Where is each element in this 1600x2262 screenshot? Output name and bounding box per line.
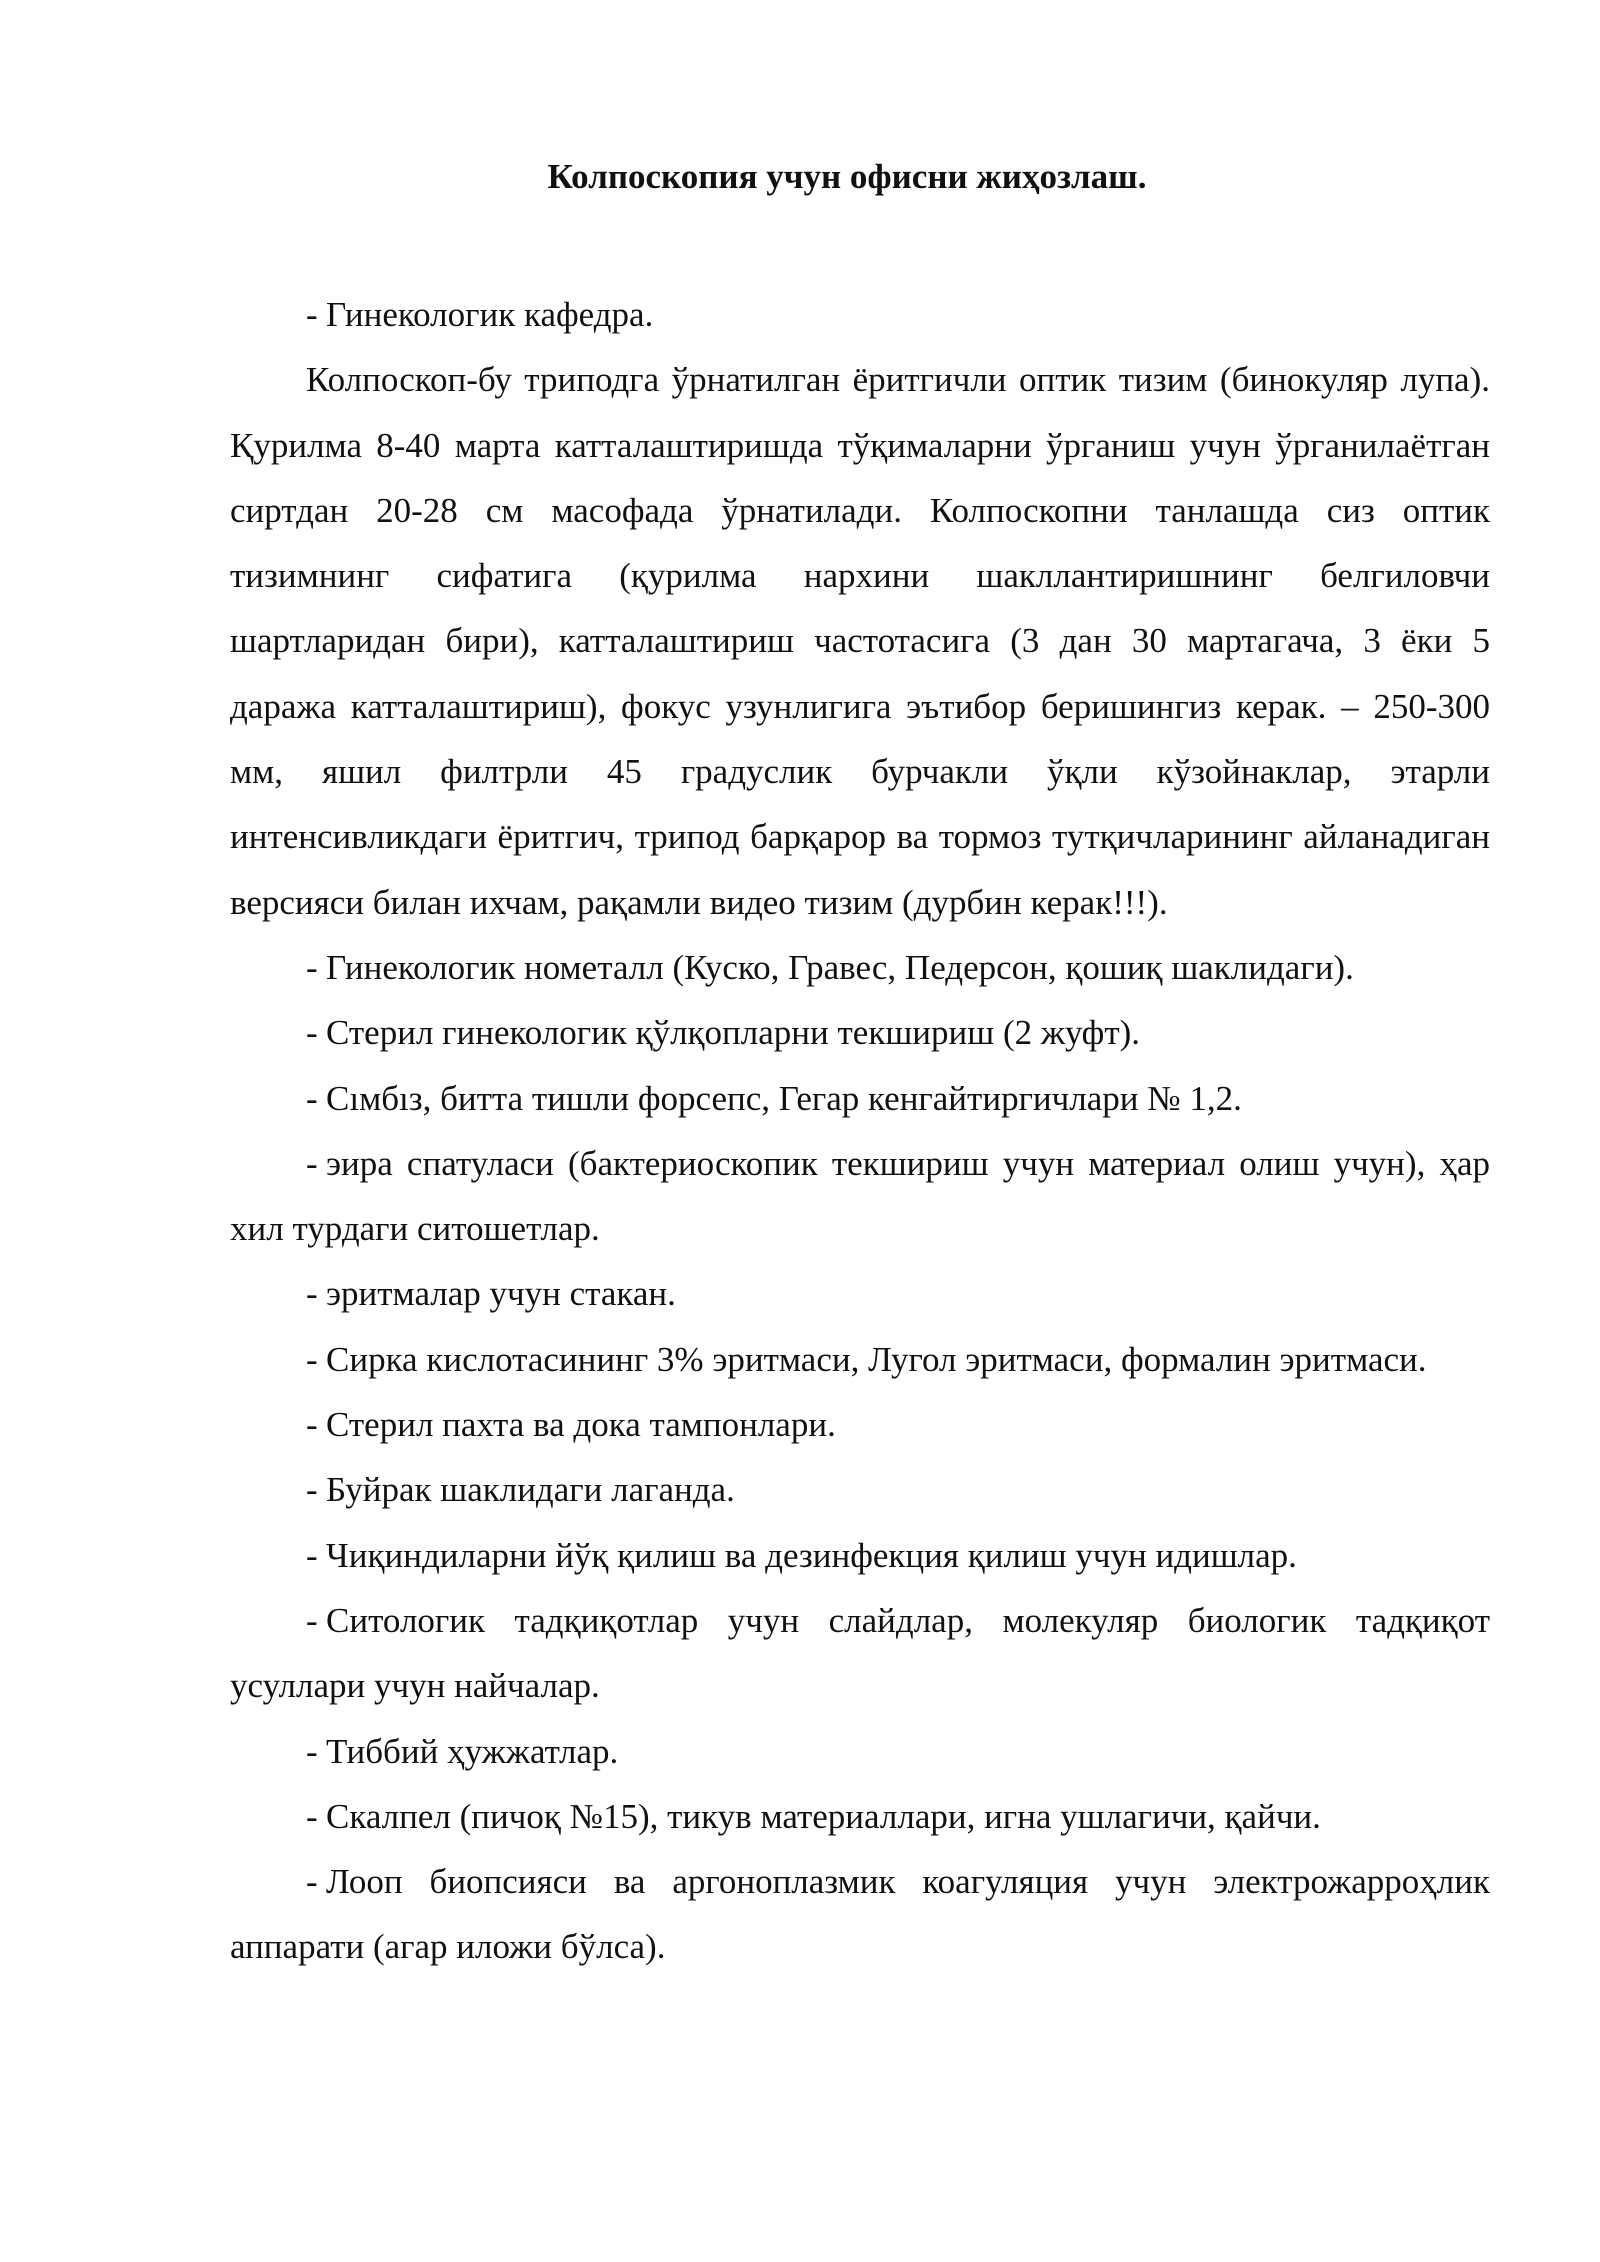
list-item [230, 1327, 1490, 1392]
list-item [230, 1849, 1490, 1980]
list-dash: - [306, 1143, 318, 1183]
list-dash: - [306, 1013, 318, 1053]
paragraph-text: Буйрак шаклидаги лаганда. [326, 1470, 735, 1510]
paragraph-text: Стерил гинекологик қўлқопларни текшириш (2 жуфт). [326, 1013, 1141, 1053]
list-item [230, 1719, 1490, 1784]
document-body [230, 282, 1490, 1980]
paragraph-text: Тиббий ҳужжатлар. [326, 1731, 619, 1771]
paragraph-text: Чиқиндиларни йўқ қилиш ва дезинфекция қилиш учун идишлар. [326, 1535, 1297, 1575]
list-dash: - [306, 1535, 318, 1575]
list-dash: - [306, 1274, 318, 1314]
list-item [230, 1457, 1490, 1522]
list-dash: - [306, 295, 318, 334]
list-item [230, 282, 1490, 347]
list-dash: - [306, 1862, 318, 1902]
paragraph-text: Скалпел (пичоқ №15), тикув материаллари, игна ушлагичи, қайчи. [326, 1796, 1321, 1836]
list-item [230, 1588, 1490, 1719]
paragraph-text: Ситологик тадқиқотлар учун слайдлар, молекуляр биологик тадқиқот усуллари учун найчалар. [230, 1600, 1490, 1706]
paragraph-text: Стерил пахта ва дока тампонлари. [326, 1405, 836, 1445]
list-item [230, 1523, 1490, 1588]
list-item [230, 1131, 1490, 1262]
document-title: Колпоскопия учун офисни жиҳозлаш. [547, 157, 1147, 196]
list-item [230, 1066, 1490, 1131]
paragraph-text: Лооп биопсияси ва аргоноплазмик коагуляция учун электрожарроҳлик аппарати (агар иложи бўлса). [230, 1862, 1490, 1967]
paragraph-text: Гинекологик кафедра. [326, 295, 654, 334]
paragraph-text: Колпоскоп-бу триподга ўрнатилган ёритгичли оптик тизим (бинокуляр лупа). Қурилма 8-40 марта катталаштиришда тўқималарни ўрганиш учун ўрганилаётган сиртдан 20-28 см масофада ўрнатилади. Колпоскопни танлашда сиз оптик тизимнинг сифатига (қурилма нархини шакллантиришнинг белгиловчи шартларидан бири), катталаштириш частотасига (3 дан 30 мартагача, 3 ёки 5 даража катталаштириш), фокус узунлигига эътибор беришингиз керак. – 250-300 мм, яшил филтрли 45 градуслик бурчакли ўқли кўзойнаклар, этарли интенсивликдаги ёритгич, трипод барқарор ва тормоз тутқичларининг айланадиган версияси билан ихчам, рақамли видео тизим (дурбин керак!!!). [230, 360, 1490, 922]
list-item [230, 1392, 1490, 1457]
paragraph-text: Сирка кислотасининг 3% эритмаси, Лугол эритмаси, формалин эритмаси. [326, 1339, 1427, 1379]
list-dash: - [306, 1796, 318, 1836]
list-dash: - [306, 1405, 318, 1445]
list-dash: - [306, 1078, 318, 1118]
list-item [230, 1784, 1490, 1849]
paragraph-text: эира спатуласи (бактериоскопик текшириш учун материал олиш учун), ҳар хил турдаги ситошетлар. [230, 1143, 1490, 1249]
paragraph-text: эритмалар учун стакан. [326, 1274, 676, 1314]
list-dash: - [306, 1600, 318, 1640]
list-item [230, 935, 1490, 1000]
list-dash: - [306, 947, 318, 987]
paragraph-text: Сıмбıз, битта тишли форсепс, Гегар кенгайтиргичлари № 1,2. [326, 1078, 1242, 1118]
description-paragraph [230, 347, 1490, 935]
list-dash: - [306, 1731, 318, 1771]
list-dash: - [306, 1470, 318, 1510]
list-item [230, 1261, 1490, 1326]
list-item [230, 1000, 1490, 1065]
paragraph-text: Гинекологик нометалл (Куско, Гравес, Педерсон, қошиқ шаклидаги). [326, 947, 1354, 987]
list-dash: - [306, 1339, 318, 1379]
